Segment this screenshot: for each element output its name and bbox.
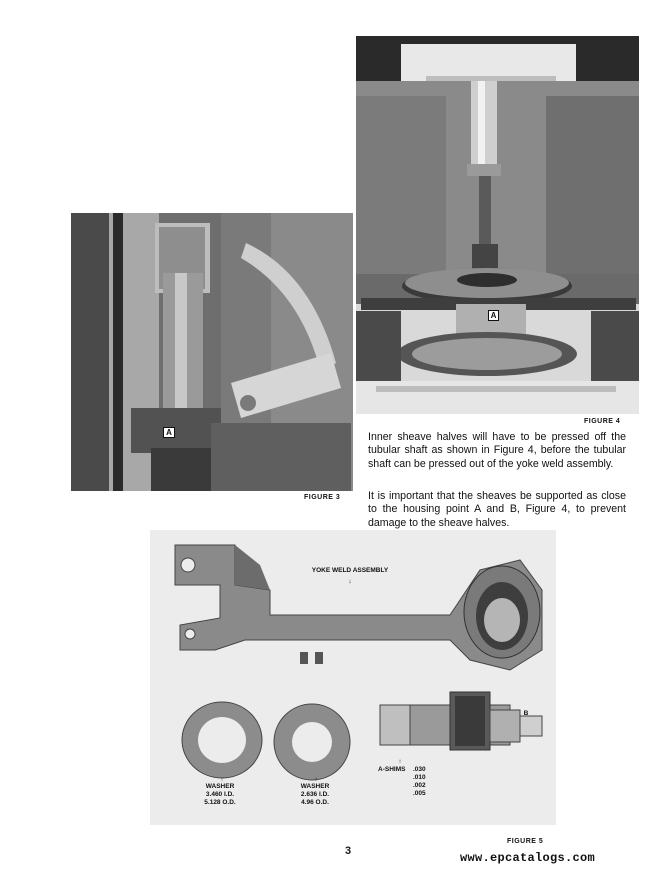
washer-1-od: 5.128 O.D. [204,799,236,806]
figure-4-label: FIGURE 4 [584,418,621,425]
page-number: 3 [345,845,352,857]
washer-1-id: 3.460 I.D. [205,791,235,798]
paragraph-sheave-halves: Inner sheave halves will have to be pressed off the tubular shaft as shown in Figure 4, before the tubular shaft can be pressed out of the yoke weld assembly. [368,431,626,470]
shims-values [413,766,437,798]
shim-value: .010 [413,774,426,781]
washer-2-title: WASHER [300,783,330,790]
washer-1-title: WASHER [205,783,235,790]
paragraph-sheave-support: It is important that the sheaves be supported as close to the housing point A and B, Figure 4, to prevent damage to the sheave halves. [368,490,626,529]
yoke-pointer-arrow: ↓ [348,578,352,585]
figure-3-label: FIGURE 3 [304,494,341,501]
shim-value: .002 [413,782,426,789]
washer-2-pointer: ↑ [314,776,318,783]
figure-3-callout-a: A [163,427,175,438]
figure-4-photo [356,36,639,414]
shims-title: A-SHIMS [378,766,406,773]
shim-value: .005 [413,790,426,797]
watermark-url: www.epcatalogs.com [460,851,596,865]
washer-1-caption [190,783,250,807]
shims-pointer: ↑ [398,758,402,765]
shim-value: .030 [413,766,426,773]
washer-2-id: 2.636 I.D. [300,791,330,798]
washer-2-caption [285,783,345,807]
figure-5-label: FIGURE 5 [507,838,544,845]
washer-2-od: 4.96 O.D. [301,799,329,806]
figure-4-callout-a: A [488,310,499,321]
figure-3-photo [71,213,353,491]
yoke-weld-assembly-label: YOKE WELD ASSEMBLY [311,567,389,574]
callout-b-label: B [523,710,529,717]
washer-1-pointer: ↑ [220,776,224,783]
